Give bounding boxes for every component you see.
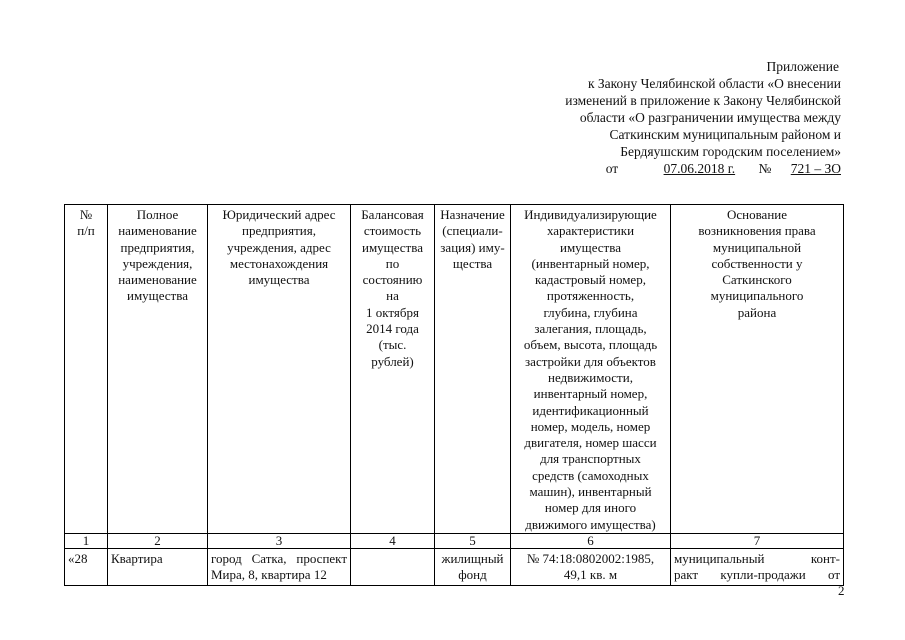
row-purpose: жилищный фонд xyxy=(435,548,511,585)
row-balance-value xyxy=(351,548,435,585)
header-cell: Юридический адрес предприятия, учреждения, адрес местонахождения имущества xyxy=(208,205,351,534)
page-number: 2 xyxy=(838,583,845,598)
row-number: «28 xyxy=(65,548,108,585)
appendix-header xyxy=(501,58,841,177)
appendix-line: Саткинским муниципальным районом и xyxy=(609,127,841,142)
header-cell: № п/п xyxy=(65,205,108,534)
header-cell: Индивидуализирующие характеристики имущества (инвентарный номер, кадастровый номер, протяженность, глубина, глубина залегания, площадь, объем, высота, площадь застройки для объектов недвижимости, инвентарный номер, идентификационный номер, модель, номер двигателя, номер шасси для транспортных средств (самоходных машин), инвентарный номер для иного движимого имущества) xyxy=(511,205,671,534)
table-row xyxy=(65,548,844,585)
appendix-line: к Закону Челябинской области «О внесении xyxy=(587,76,841,91)
row-basis: муниципальный конт- ракт купли-продажи от xyxy=(671,548,844,585)
column-number: 7 xyxy=(671,533,844,548)
law-number: 721 – ЗО xyxy=(790,161,841,176)
property-table xyxy=(64,204,844,586)
law-date: 07.06.2018 г. xyxy=(663,161,736,176)
column-number: 4 xyxy=(351,533,435,548)
row-name: Квартира xyxy=(108,548,208,585)
appendix-title: Приложение xyxy=(766,59,839,74)
column-number: 3 xyxy=(208,533,351,548)
column-number: 1 xyxy=(65,533,108,548)
appendix-line: Бердяушским городским поселением» xyxy=(620,144,841,159)
row-characteristics: № 74:18:0802002:1985, 49,1 кв. м xyxy=(511,548,671,585)
header-cell: Основание возникновения права муниципальной собственности у Саткинского муниципального района xyxy=(671,205,844,534)
appendix-line: изменений в приложение к Закону Челябинской xyxy=(565,93,841,108)
header-cell: Назначение (специали- зация) иму- щества xyxy=(435,205,511,534)
appendix-line: области «О разграничении имущества между xyxy=(579,110,841,125)
column-number-row xyxy=(65,533,844,548)
column-number: 6 xyxy=(511,533,671,548)
header-cell: Балансовая стоимость имущества по состоянию на 1 октября 2014 года (тыс. рублей) xyxy=(351,205,435,534)
appendix-date-line xyxy=(501,160,841,177)
table-header-row xyxy=(65,205,844,534)
row-address: город Сатка, проспект Мира, 8, квартира 12 xyxy=(208,548,351,585)
column-number: 5 xyxy=(435,533,511,548)
column-number: 2 xyxy=(108,533,208,548)
number-prefix: № xyxy=(758,161,772,176)
header-cell: Полное наименование предприятия, учреждения, наименование имущества xyxy=(108,205,208,534)
date-prefix: от xyxy=(605,161,619,176)
